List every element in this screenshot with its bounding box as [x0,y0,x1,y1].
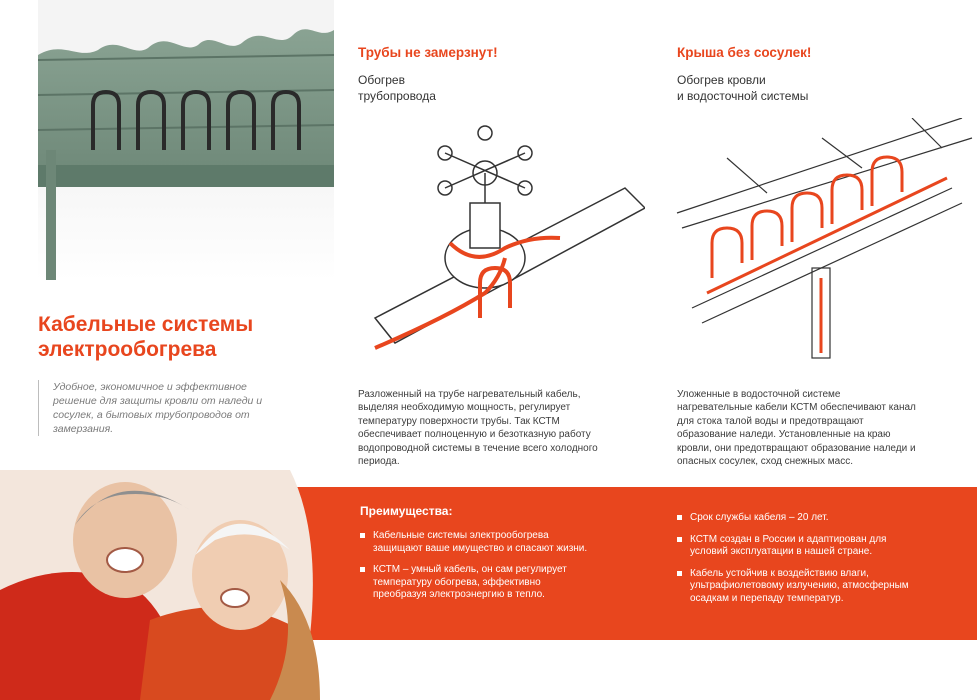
advantage-text: Кабельные системы электрообогрева защищают ваше имущество и спасают жизни. [373,530,588,554]
bullet-square-icon [677,571,682,576]
roof-section-subtitle: Обогрев кровли и водосточной системы [677,73,809,103]
pipe-heating-illustration [355,118,645,368]
advantage-text: КСТМ – умный кабель, он сам регулирует температуру обогрева, эффективно преобразуя электроэнергию в тепло. [373,564,567,601]
bullet-square-icon [677,537,682,542]
list-item [677,512,912,525]
list-item [677,568,912,606]
list-item [360,564,590,602]
roof-heating-illustration [672,118,977,368]
pipe-section-subtitle: Обогрев трубопровода [358,73,436,103]
roof-photo [38,0,334,280]
advantages-list-left [360,530,590,611]
advantages-list-right [677,512,912,615]
pipe-section-description: Разложенный на трубе нагревательный кабель, выделяя необходимую мощность, регулирует температуру поверхности трубы. Так КСТМ обеспечивает полноценную и безотказную работу водопроводной системы в течение всего холодного периода. [358,389,598,468]
advantages-title: Преимущества: [360,504,453,518]
advantage-text: КСТМ создан в России и адаптирован для условий эксплуатации в нашей стране. [690,533,887,558]
intro-text: Удобное, экономичное и эффективное решение для защиты кровли от наледи и сосулек, а бытовых трубопроводов от замерзания. [38,380,293,436]
bullet-square-icon [360,533,365,538]
pipe-section-title: Трубы не замерзнут! [358,45,498,60]
advantage-text: Срок службы кабеля – 20 лет. [690,512,829,523]
page-title-line1: Кабельные системы [38,313,254,336]
page-title [38,312,338,362]
advantage-text: Кабель устойчив к воздействию влаги, ультрафиолетовому излучению, атмосферным осадкам и перепаду температур. [690,567,909,604]
list-item [360,530,590,555]
roof-section-description: Уложенные в водосточной системе нагревательные кабели КСТМ обеспечивают канал для стока талой воды и предотвращают образование наледи. Установленные на краю кровли, они предотвращают образование наледи и опасных сосулек, сход снежных масс. [677,389,916,468]
roof-section-title: Крыша без сосулек! [677,45,812,60]
bullet-square-icon [360,567,365,572]
people-photo [0,470,330,700]
bullet-square-icon [677,515,682,520]
list-item [677,534,912,559]
page-title-line2: электрообогрева [38,338,217,361]
